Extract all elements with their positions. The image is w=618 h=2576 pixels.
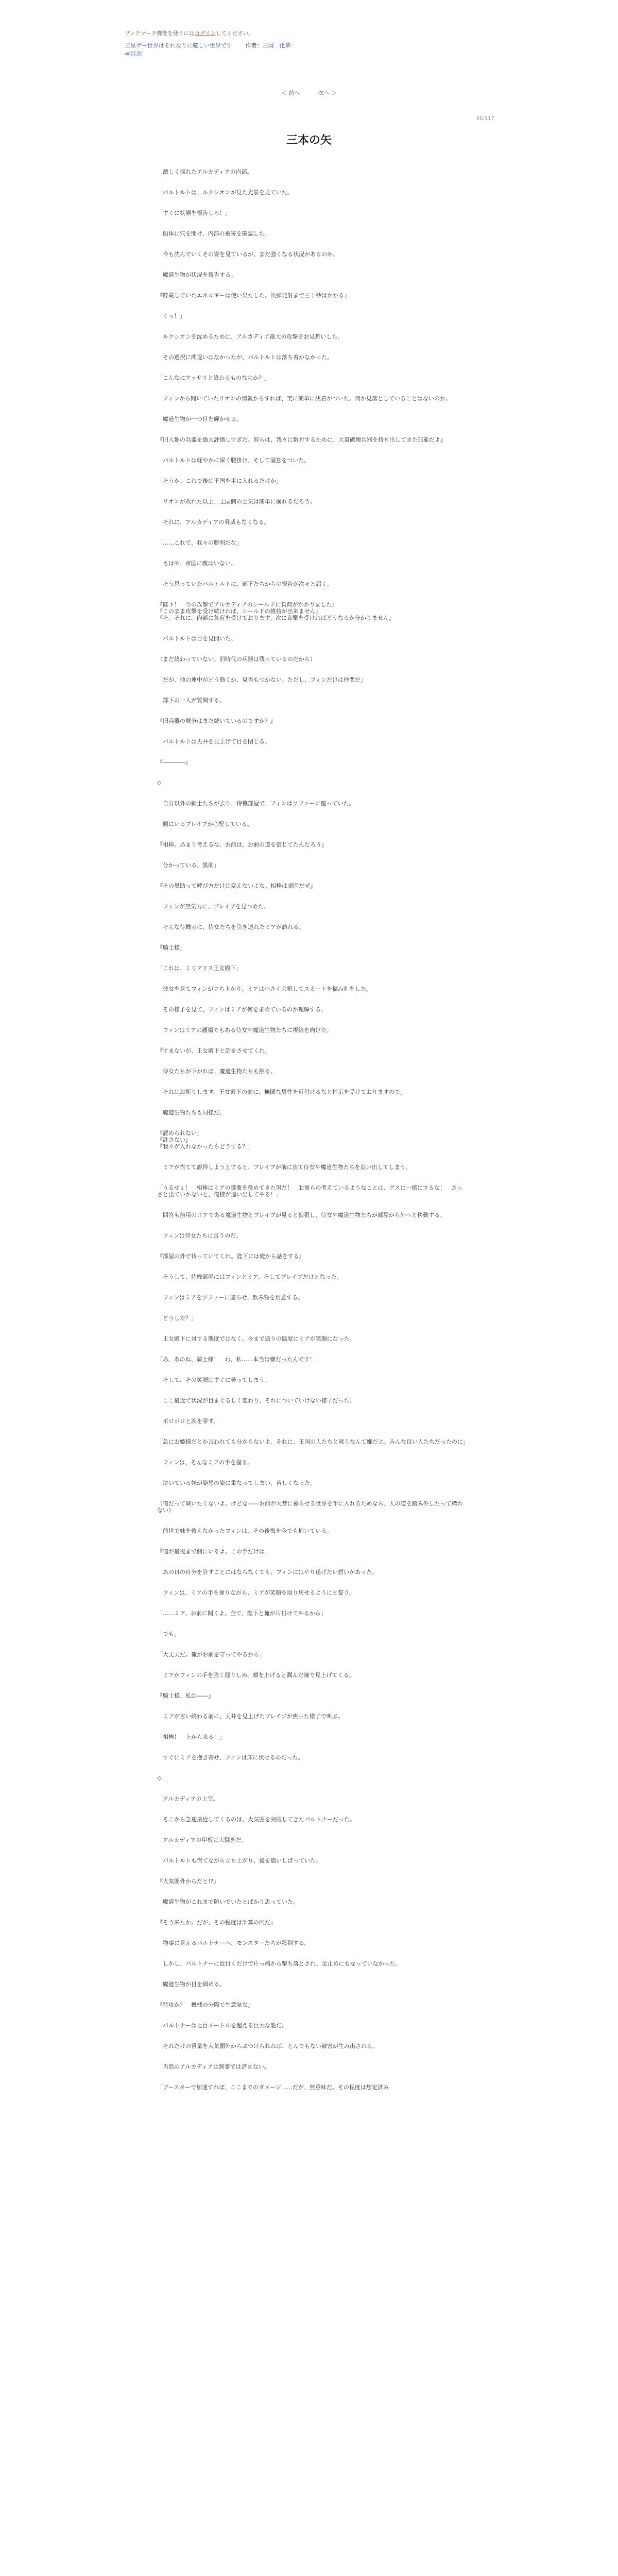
body-paragraph: 激しく揺れたアルカディアの内部。: [157, 168, 253, 175]
body-paragraph: そんな待機室に、侍女たちを引き連れたミアが訪れる。: [157, 924, 304, 930]
body-paragraph: パルトルトは、ルクシオンが見た光景を見ていた。: [157, 189, 293, 196]
pager: [0, 89, 618, 97]
body-paragraph: 問答も無用のコアである魔道生物とブレイブが見ると狼狽し、侍女や魔道生物たちが部屋から外へと移動する。: [157, 1212, 446, 1218]
body-paragraph: 彼女を見てフィンが立ち上がり、ミアは小さく会釈してスカートを摘み礼をした。: [157, 986, 372, 992]
body-paragraph: 「……これで、我々の勝利だな」: [157, 539, 242, 546]
body-paragraph: （俺だって戦いたくないよ。けどな――お前が大昔に暮らせる世界を手に入れるためなら、人の道を踏み外したって構わない）: [157, 1500, 463, 1514]
body-paragraph: 前世で妹を救えなかったフィンは、その後悔を今でも抱いている。: [157, 1528, 333, 1534]
body-paragraph: そうして、待機部屋にはフィンとミア、そしてブレイブだけとなった。: [157, 1274, 342, 1280]
body-paragraph: その様子を見て、フィンはミアが何を求めているのか理解する。: [157, 1006, 327, 1013]
body-paragraph: もはや、帝国に敵はいない。: [157, 560, 236, 567]
body-paragraph: ここ最近で状況が目まぐるしく変わり、それについていけない様子だった。: [157, 1397, 355, 1404]
body-paragraph: ミアが言い終わる前に、天井を見上げたブレイブが焦った様子で叫ぶ。: [157, 1713, 344, 1720]
body-paragraph: フィンはミアの護衛でもある侍女や魔道生物たちに視線を向けた。: [157, 1027, 333, 1033]
body-paragraph: アルカディアの甲板は大騒ぎだ。: [157, 1837, 247, 1843]
body-paragraph: 自分以外の騎士たちが去り、待機部屋で、フィンはソファーに座っていた。: [157, 800, 355, 807]
body-paragraph: 『その黒助って呼び方だけは変えないよな。相棒は頑固だぜ』: [157, 883, 316, 889]
body-paragraph: 「大丈夫だ。俺がお前を守ってやるから」: [157, 1651, 265, 1658]
body-paragraph: 当然のアルカディアは無事では済まない。: [157, 2063, 270, 2070]
body-paragraph: 「それはお断りします。王女殿下の前に、無闇な男性を近付けるなと指示を受けておりますので」: [157, 1089, 406, 1095]
body-paragraph: フィンはミアをソファーに座らせ、飲み物を用意する。: [157, 1294, 304, 1301]
page-number: 96/117: [476, 116, 494, 122]
body-paragraph: フィンが無気力に、ブレイブを見つめた。: [157, 903, 269, 910]
body-paragraph: ポロポロと涙を零す。: [157, 1418, 219, 1425]
body-paragraph: 魔道生物が状況を報告する。: [157, 272, 236, 278]
body-paragraph: 「ブースターで加速すれば、ここまでのダメージ……だが、無意味だ。その程度は想定済み: [157, 2084, 389, 2091]
body-paragraph: ルクシオンを沈めるために、アルカディア最大の攻撃をお見舞いした。: [157, 333, 344, 340]
body-paragraph: 物事に見えるパルトナーへ、モンスターたちが殺到する。: [157, 1940, 310, 1946]
body-paragraph: パルトルトも慌てながら立ち上がり、後を追いしばっていた。: [157, 1857, 321, 1864]
body-paragraph: 「でも」: [157, 1631, 180, 1637]
login-notice-after: してください。: [216, 30, 254, 37]
body-paragraph: フィンは侍女たちに言うのだ。: [157, 1232, 242, 1239]
body-paragraph: 「……ミア、お前に聞くよ。全て、陛下と俺が片付けてやるから」: [157, 1610, 327, 1617]
author-label: 作者：: [245, 42, 263, 49]
chapter-body: [157, 168, 469, 2105]
body-paragraph: その選択に間違いはなかったが、パルトルトは落ち着かなかった。: [157, 354, 333, 361]
novel-info: [125, 42, 516, 49]
login-link[interactable]: ログイン: [194, 30, 216, 37]
body-paragraph: 王女殿下に対する態度ではなく、今まで通りの態度にミアが笑顔になった。: [157, 1335, 355, 1342]
body-paragraph: 「こんなにアッサリと終わるものなのか？」: [157, 375, 270, 381]
body-paragraph: 『認められない』 『許さない』 『我々が入れなかったらどうする？』: [157, 1130, 253, 1150]
body-paragraph: それに、アルカディアの脅威もなくなる。: [157, 519, 270, 526]
body-paragraph: フィンは、そんなミアの手を握る。: [157, 1459, 253, 1466]
body-paragraph: 『そう来たか。だが、その程度は計算の内だ』: [157, 1919, 276, 1926]
body-paragraph: 部下の一人が質問する。: [157, 697, 225, 704]
body-paragraph: 今も沈んでいくその姿を見ているが、まだ強くなる状況があるのか。: [157, 251, 338, 258]
body-paragraph: 「くっ！」: [157, 313, 185, 319]
body-paragraph: あの日の自分を許すことにはならなくても、フィンにはやり遂げたい想いがあった。: [157, 1569, 378, 1575]
body-paragraph: 『俺が最後まで側にいるよ。この手だけは』: [157, 1548, 270, 1555]
body-paragraph: ミアがフィンの手を強く握りしめ、顔を上げると潤んだ瞳で見上げてくる。: [157, 1672, 355, 1679]
body-paragraph: ◇: [157, 779, 162, 786]
body-paragraph: 『旧人類の兵器を過大評価しすぎだ。奴らは、我々に敵対するために、大量破壊兵器を持ち出してきた無能だよ』: [157, 436, 446, 443]
body-paragraph: 「どうした？」: [157, 1315, 197, 1321]
login-notice-before: ブックマーク機能を使うには: [125, 30, 195, 37]
author-link[interactable]: 三城 化夢: [262, 42, 291, 49]
body-paragraph: 『相棒。あまり考えるな。お前は、お前の道を信じてたんだろう』: [157, 841, 327, 848]
body-paragraph: 「急にお姫様だとか言われても分からないよ。それに、王国の人たちと戦うなんて嫌だよ。みんな良い人たちだったのに」: [157, 1438, 469, 1445]
body-paragraph: 『騎士様』: [157, 944, 185, 951]
body-paragraph: ◇: [157, 1775, 162, 1782]
body-paragraph: 『――――』: [157, 759, 191, 766]
body-paragraph: そして、その笑顔はすぐに曇ってしまう。: [157, 1377, 270, 1383]
toc-link[interactable]: ≪目次: [125, 50, 142, 57]
body-paragraph: 『旧兵器の戦争はまだ続いているのですか？』: [157, 718, 276, 724]
body-paragraph: ミアが慌てて説得しようとすると、ブレイブが前に出て侍女や魔道生物たちを追い出してしまう。: [157, 1164, 411, 1171]
body-paragraph: 『特攻か？ 機械の分際で生意気な』: [157, 2002, 253, 2008]
next-link[interactable]: 次へ ＞: [318, 90, 337, 96]
body-paragraph: アルカディアの上空。: [157, 1795, 219, 1802]
body-paragraph: そこから急速接近してくるのは、大気圏を突破してきたパルトナーだった。: [157, 1816, 355, 1823]
toc-line: [125, 50, 516, 58]
body-paragraph: 「そうか。これで後は王国を手に入れるだけか」: [157, 478, 282, 484]
login-notice: [125, 30, 516, 37]
body-paragraph: パルトナーは七百メートルを超える巨大な船だ。: [157, 2022, 287, 2029]
body-paragraph: パルトルトは目を見開いた。: [157, 635, 236, 642]
body-paragraph: 「あ、あのね、騎士様！ わ、私……本当は嫌だったんです！」: [157, 1356, 321, 1363]
body-paragraph: 魔道生物がこれまで防いでいたとばかり思っていた。: [157, 1899, 299, 1905]
body-paragraph: 『陛下！ 今の攻撃でアルカディアのシールドに負荷がかかりました』 『このまま攻撃を受け続ければ、シールドの維持が出来ません』 『そ、それに、内部に負荷を受けております。次に直撃を受ければどうなるか分かりません』: [157, 601, 394, 621]
body-paragraph: 魔道生物たちも同様だ。: [157, 1109, 225, 1116]
body-paragraph: 魔道生物が一つ目を輝かせる。: [157, 416, 242, 422]
body-paragraph: 侍女たちが下がれば、魔道生物たちも黙る。: [157, 1068, 276, 1075]
body-paragraph: パルトルトは天井を見上げて目を閉じる。: [157, 738, 270, 745]
body-paragraph: 「これは、ミリアリス王女殿下」: [157, 965, 242, 972]
body-paragraph: （まだ終わっていない。旧時代の兵器は残っているのだから）: [157, 656, 316, 663]
body-paragraph: リオンが敗れた以上、王国側の士気は簡単に崩れるだろう。: [157, 498, 316, 505]
prev-link[interactable]: ＜ 前へ: [281, 90, 300, 96]
body-paragraph: 側にいるブレイブが心配している。: [157, 821, 253, 827]
body-paragraph: フィンから聞いていたリオンの情報からすれば、実に簡単に決着がついた。何か見落としていることはないのか。: [157, 395, 452, 402]
body-paragraph: 「だが、他の連中がどう動くか、見当もつかない。ただし、フィンだけは仲間だ」: [157, 676, 367, 683]
body-paragraph: それだけの質量を大気圏外からぶつけられれば、とんでもない被害が生み出される。: [157, 2043, 378, 2049]
body-paragraph: しかし、パルトナーに近付くだけで片っ端から撃ち落とされ、足止めにもなっていなかった。: [157, 1960, 401, 1967]
body-paragraph: 『大気圏外からだと!?』: [157, 1878, 219, 1885]
body-paragraph: 「うるせぇ！ 相棒はミアの護衛を務めてきた男だ！ お前らの考えているようなことは、ゲスに一緒にするな！ さっさと出ていかないと、俺様が追い出してやる！」: [157, 1184, 463, 1198]
body-paragraph: 泣いている妹が姿想の姿に重なってしまい、苦しくなった。: [157, 1480, 316, 1486]
body-paragraph: 『すまないが、王女殿下と話をさせてくれ』: [157, 1047, 270, 1054]
body-paragraph: 「相棒！ 上から来る！」: [157, 1734, 225, 1740]
body-paragraph: フィンは、ミアの手を握りながら、ミアが笑顔を取り戻せるようにと誓う。: [157, 1589, 355, 1596]
body-paragraph: 『部屋の外で待っていてくれ。陛下には俺から話をする』: [157, 1253, 305, 1260]
header-area: [125, 30, 516, 58]
body-paragraph: 『騎士様、私は――』: [157, 1692, 214, 1699]
body-paragraph: 「すぐに状態を報告しろ！」: [157, 210, 231, 216]
body-paragraph: 「分かっている。黒助」: [157, 862, 219, 869]
body-paragraph: そう思っていたパルトルトに、部下たちからの報告が次々と届く。: [157, 581, 333, 587]
body-paragraph: 魔道生物が目を細める。: [157, 1981, 225, 1988]
chapter-title: 三本の矢: [286, 134, 332, 147]
body-paragraph: 『貯蔵していたエネルギーは使い果たした。次弾発射まで三十秒はかかる』: [157, 292, 350, 299]
body-paragraph: 船体に穴を開け、内部の被害を確認した。: [157, 230, 270, 237]
body-paragraph: パルトルトは軽やかに深く腰掛け、そして溜息をついた。: [157, 457, 310, 464]
novel-title-link[interactable]: 三星ゲー世界はそれなりに厳しい世界です: [125, 42, 232, 49]
body-paragraph: すぐにミアを抱き寄せ、フィンは床に伏せるのだった。: [157, 1754, 304, 1761]
